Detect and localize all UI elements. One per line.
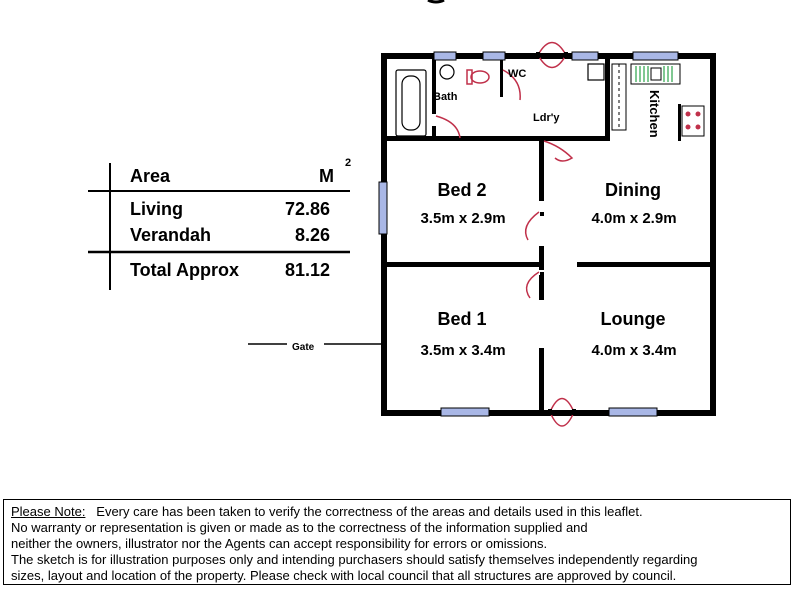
door-bed1 [527,272,539,298]
room-bed2-name: Bed 2 [437,180,487,200]
gate-label: Gate [292,342,315,353]
area-header-label: Area [130,166,171,186]
room-lounge-size: 4.0m x 3.4m [591,342,677,359]
door-bed2 [526,212,539,240]
windows [379,52,678,416]
window-bed2 [379,182,387,234]
disclaimer-line-2: No warranty or representation is given or made as to the correctness of the information supplied and [11,520,588,535]
bathtub [396,70,426,136]
area-total-value: 81.12 [285,260,331,280]
disclaimer-line-1 [11,504,783,520]
area-total-label: Total Approx [130,260,239,280]
room-lounge-name: Lounge [600,309,666,329]
window-bed1 [441,408,489,416]
laundry-tub [588,64,604,80]
window-lounge [609,408,657,416]
disclaimer-box [3,499,791,585]
area-header-unit-sup: 2 [345,157,352,169]
door-laundry [544,141,572,161]
door-bath [436,116,460,138]
disclaimer-line-3: neither the owners, illustrator nor the Agents can accept responsibility for errors or omissions. [11,536,548,551]
room-bath-label: Bath [433,91,458,103]
room-bed1-size: 3.5m x 3.4m [420,342,506,359]
room-bed1-name: Bed 1 [437,309,487,329]
area-row-verandah-label: Verandah [130,225,212,245]
window-kitchen [633,52,678,60]
room-bed2-size: 3.5m x 2.9m [420,210,506,227]
basin [440,65,454,79]
toilet [467,70,489,84]
area-row-verandah-value: 8.26 [295,225,331,245]
window-wc [483,52,505,60]
room-wc-label: WC [508,68,527,80]
disclaimer-line-4: The sketch is for illustration purposes only and intending purchasers should satisfy themselves independently regarding [11,552,698,567]
room-kitchen-label: Kitchen [647,90,662,138]
area-row-living-label: Living [130,199,183,219]
room-dining-size: 4.0m x 2.9m [591,210,677,227]
outer-walls [381,53,716,416]
top-mark [428,0,444,2]
cooktop [682,106,704,136]
window-laundry [572,52,598,60]
room-dining-name: Dining [605,180,661,200]
window-bath [434,52,456,60]
room-laundry-label: Ldr'y [533,112,560,124]
area-header-unit: M [319,166,334,186]
disclaimer-text-1: Every care has been taken to verify the correctness of the areas and details used in this leaflet. [96,504,643,519]
area-row-living-value: 72.86 [285,199,331,219]
disclaimer-heading: Please Note: [11,504,86,519]
cooktop-burners [686,112,701,130]
disclaimer-line-5: sizes, layout and location of the property. Please check with local council that all structures are approved by council. [11,568,677,583]
